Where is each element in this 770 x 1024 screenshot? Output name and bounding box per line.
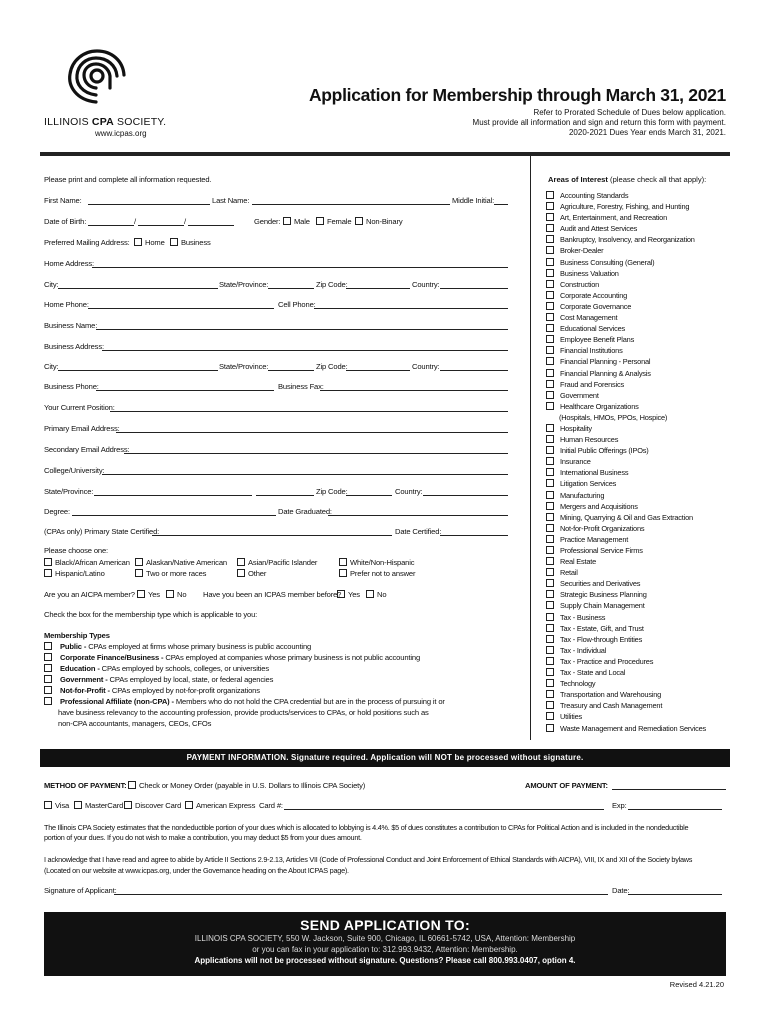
area-item[interactable] bbox=[546, 545, 746, 556]
area-item-label: Securities and Derivatives bbox=[560, 579, 641, 589]
area-item-label: Construction bbox=[560, 279, 600, 289]
ethnicity-white-checkbox[interactable]: White/Non-Hispanic bbox=[339, 558, 414, 568]
business-fax-label: Business Fax: bbox=[278, 382, 324, 391]
area-item[interactable] bbox=[546, 434, 746, 445]
checkbox-icon[interactable] bbox=[546, 213, 554, 221]
area-item[interactable] bbox=[546, 623, 746, 634]
state-label: State/Province: bbox=[219, 362, 269, 371]
checkbox-icon[interactable] bbox=[546, 657, 554, 665]
area-item-label: Tax - State and Local bbox=[560, 668, 626, 678]
area-item-label: Agriculture, Forestry, Fishing, and Hunting bbox=[560, 202, 690, 212]
checkbox-icon[interactable] bbox=[546, 369, 554, 377]
checkbox-icon[interactable] bbox=[546, 424, 554, 432]
business-address-field[interactable] bbox=[102, 350, 508, 351]
revision-date: Revised 4.21.20 bbox=[669, 980, 724, 989]
subtitle-line-1: Refer to Prorated Schedule of Dues below application. bbox=[533, 108, 726, 117]
preferred-mailing-label: Preferred Mailing Address: bbox=[44, 238, 130, 247]
home-state-field[interactable] bbox=[268, 288, 314, 289]
primary-email-field[interactable] bbox=[116, 432, 508, 433]
area-item-label: Tax - Individual bbox=[560, 645, 607, 655]
checkbox-icon[interactable] bbox=[546, 502, 554, 510]
area-item-label: Manufacturing bbox=[560, 490, 605, 500]
area-item-label: Waste Management and Remediation Services bbox=[560, 723, 706, 733]
cell-phone-label: Cell Phone: bbox=[278, 300, 316, 309]
degree-label: Degree: bbox=[44, 507, 70, 516]
area-item[interactable] bbox=[546, 257, 746, 268]
area-item[interactable] bbox=[546, 723, 746, 734]
org-website: www.icpas.org bbox=[95, 129, 147, 138]
area-item[interactable] bbox=[546, 445, 746, 456]
gender-male-checkbox[interactable]: Male bbox=[283, 217, 310, 227]
area-item-label: Art, Entertainment, and Recreation bbox=[560, 213, 667, 223]
affiliate-desc-line-3: non-CPA accountants, managers, CEOs, CFOs bbox=[58, 719, 212, 728]
card-number-label: Card #: bbox=[259, 801, 283, 810]
gender-label: Gender: bbox=[254, 217, 281, 226]
checkbox-icon[interactable] bbox=[546, 724, 554, 732]
checkbox-icon[interactable] bbox=[546, 191, 554, 199]
membership-nfp-checkbox[interactable]: Not-for-Profit - CPAs employed by not-for-profit organizations bbox=[44, 686, 260, 696]
position-field[interactable] bbox=[110, 411, 508, 412]
area-item[interactable] bbox=[546, 290, 746, 301]
checkbox-icon[interactable] bbox=[546, 679, 554, 687]
checkbox-icon[interactable] bbox=[546, 535, 554, 543]
card-number-field[interactable] bbox=[284, 809, 604, 810]
area-item-label: International Business bbox=[560, 468, 629, 478]
area-item[interactable] bbox=[546, 467, 746, 478]
area-item[interactable] bbox=[546, 279, 746, 290]
business-fax-field[interactable] bbox=[320, 390, 508, 391]
checkbox-icon[interactable] bbox=[546, 712, 554, 720]
visa-checkbox[interactable]: Visa bbox=[44, 801, 69, 811]
checkbox-icon[interactable] bbox=[546, 202, 554, 210]
ethnicity-other-checkbox[interactable]: Other bbox=[237, 569, 266, 579]
fax-info: or you can fax in your application to: 312.993.9432, Attention: Membership. bbox=[252, 945, 518, 954]
college-field[interactable] bbox=[102, 474, 508, 475]
mailing-address: ILLINOIS CPA SOCIETY, 550 W. Jackson, Suite 900, Chicago, IL 60661-5742, USA, Attention: Membership bbox=[194, 934, 576, 943]
icpas-logo bbox=[66, 48, 130, 106]
area-item-label: Fraud and Forensics bbox=[560, 379, 624, 389]
position-label: Your Current Position: bbox=[44, 403, 115, 412]
checkbox-icon[interactable] bbox=[546, 546, 554, 554]
last-name-label: Last Name: bbox=[212, 196, 250, 205]
checkbox-icon[interactable] bbox=[546, 435, 554, 443]
secondary-email-label: Secondary Email Address: bbox=[44, 445, 130, 454]
date-certified-label: Date Certified: bbox=[395, 527, 442, 536]
area-item-label: Human Resources bbox=[560, 435, 619, 445]
business-phone-field[interactable] bbox=[96, 390, 274, 391]
area-item-label: Litigation Services bbox=[560, 479, 617, 489]
checkbox-icon[interactable] bbox=[546, 479, 554, 487]
checkbox-icon[interactable] bbox=[546, 402, 554, 410]
college-state-label: State/Province: bbox=[44, 487, 94, 496]
area-item[interactable] bbox=[546, 656, 746, 667]
method-of-payment-label: METHOD OF PAYMENT: bbox=[44, 781, 127, 790]
expiration-field[interactable] bbox=[628, 809, 722, 810]
home-country-field[interactable] bbox=[440, 288, 508, 289]
home-city-field[interactable] bbox=[58, 288, 218, 289]
home-address-field[interactable] bbox=[92, 267, 508, 268]
area-item-label: Financial Planning & Analysis bbox=[560, 368, 651, 378]
checkbox-icon[interactable] bbox=[546, 302, 554, 310]
membership-public-checkbox[interactable]: Public - CPAs employed at firms whose primary business is public accounting bbox=[44, 642, 311, 652]
area-item-label: (Hospitals, HMOs, PPOs, Hospice) bbox=[559, 412, 668, 422]
mailing-business-checkbox[interactable]: Business bbox=[170, 238, 211, 248]
checkbox-icon[interactable] bbox=[546, 601, 554, 609]
date-certified-field[interactable] bbox=[440, 535, 508, 536]
membership-corporate-checkbox[interactable]: Corporate Finance/Business - CPAs employed at companies whose primary business is not public accounting bbox=[44, 653, 420, 663]
icpas-no-checkbox[interactable]: No bbox=[366, 590, 386, 600]
middle-initial-label: Middle Initial: bbox=[452, 196, 495, 205]
lobbying-notice-line-2: portion of your dues. If you do not wish to make a contribution, you may deduct $5 from your dues amount. bbox=[44, 833, 362, 842]
area-item[interactable] bbox=[546, 667, 746, 678]
zip-label: Zip Code: bbox=[316, 487, 348, 496]
country-label: Country: bbox=[412, 362, 440, 371]
checkbox-icon[interactable] bbox=[546, 513, 554, 521]
dob-slash: / bbox=[184, 217, 186, 226]
area-item-label: Cost Management bbox=[560, 313, 618, 323]
icpas-question: Have you been an ICPAS member before? bbox=[203, 590, 342, 599]
checkbox-icon[interactable] bbox=[546, 624, 554, 632]
checkbox-icon[interactable] bbox=[546, 491, 554, 499]
area-item-label: Retail bbox=[560, 568, 578, 578]
mastercard-checkbox[interactable]: MasterCard bbox=[74, 801, 123, 811]
area-item[interactable] bbox=[546, 534, 746, 545]
checkbox-icon[interactable] bbox=[546, 246, 554, 254]
area-item-label: Broker-Dealer bbox=[560, 246, 604, 256]
area-item-label: Corporate Governance bbox=[560, 301, 632, 311]
business-zip-field[interactable] bbox=[346, 370, 410, 371]
form-title: Application for Membership through March 31, 2021 bbox=[308, 85, 726, 105]
zip-label: Zip Code: bbox=[316, 280, 348, 289]
area-item[interactable] bbox=[546, 268, 746, 279]
checkbox-icon[interactable] bbox=[546, 524, 554, 532]
area-item-label: Technology bbox=[560, 679, 596, 689]
first-name-label: First Name: bbox=[44, 196, 82, 205]
areas-of-interest-title: Areas of Interest (please check all that apply): bbox=[548, 175, 707, 184]
area-item[interactable] bbox=[546, 711, 746, 722]
dob-slash: / bbox=[134, 217, 136, 226]
country-label: Country: bbox=[395, 487, 423, 496]
signature-label: Signature of Applicant: bbox=[44, 886, 117, 895]
signature-date-field[interactable] bbox=[628, 894, 722, 895]
area-item-label: Financial Institutions bbox=[560, 346, 623, 356]
acknowledgement-line-1: I acknowledge that I have read and agree to abide by Article II Sections 2.9-2.13, Articles VII (Code of Professional Conduct and Joint Enforcement of Ethical Standards with AICPA), VIII, IX and XII of the Society bylaws bbox=[44, 855, 693, 864]
mailing-home-checkbox[interactable]: Home bbox=[134, 238, 165, 248]
area-item-label: Employee Benefit Plans bbox=[560, 335, 635, 345]
org-name: ILLINOIS CPA SOCIETY. bbox=[44, 116, 167, 128]
area-item[interactable] bbox=[546, 356, 746, 367]
checkbox-icon[interactable] bbox=[546, 380, 554, 388]
aicpa-yes-checkbox[interactable]: Yes bbox=[137, 590, 160, 600]
check-money-order-checkbox[interactable]: Check or Money Order (payable in U.S. Dollars to Illinois CPA Society) bbox=[128, 781, 365, 791]
area-item-label: Supply Chain Management bbox=[560, 601, 645, 611]
area-item[interactable] bbox=[546, 612, 746, 623]
checkbox-icon[interactable] bbox=[546, 668, 554, 676]
business-name-field[interactable] bbox=[96, 329, 508, 330]
checkbox-icon[interactable] bbox=[546, 258, 554, 266]
payment-info-bar: PAYMENT INFORMATION. Signature required. Application will NOT be processed without signature. bbox=[40, 749, 730, 767]
business-country-field[interactable] bbox=[440, 370, 508, 371]
business-city-field[interactable] bbox=[58, 370, 218, 371]
area-item[interactable] bbox=[546, 512, 746, 523]
membership-instructions: Check the box for the membership type which is applicable to you: bbox=[44, 610, 258, 619]
area-item-label: Practice Management bbox=[560, 534, 629, 544]
college-country-field[interactable] bbox=[423, 495, 508, 496]
area-item-label: Not-for-Profit Organizations bbox=[560, 523, 645, 533]
area-item-label: Strategic Business Planning bbox=[560, 590, 647, 600]
city-label: City: bbox=[44, 280, 59, 289]
area-item[interactable] bbox=[546, 345, 746, 356]
area-item-note bbox=[546, 412, 746, 423]
area-item[interactable] bbox=[546, 401, 746, 412]
area-item[interactable] bbox=[546, 600, 746, 611]
business-phone-label: Business Phone: bbox=[44, 382, 99, 391]
lobbying-notice-line-1: The Illinois CPA Society estimates that the nondeductible portion of your dues which is allocated to lobbying is 4.4%. $5 of dues constitutes a contribution to CPAs for Political Action and is included in the nondeductible bbox=[44, 823, 689, 832]
date-graduated-field[interactable] bbox=[328, 515, 508, 516]
area-item-label: Business Consulting (General) bbox=[560, 257, 655, 267]
checkbox-icon[interactable] bbox=[546, 324, 554, 332]
home-zip-field[interactable] bbox=[346, 288, 410, 289]
area-item[interactable] bbox=[546, 556, 746, 567]
area-item[interactable] bbox=[546, 312, 746, 323]
checkbox-icon[interactable] bbox=[546, 579, 554, 587]
signature-date-label: Date: bbox=[612, 886, 630, 895]
cell-phone-field[interactable] bbox=[314, 308, 508, 309]
area-item[interactable] bbox=[546, 245, 746, 256]
area-item[interactable] bbox=[546, 700, 746, 711]
checkbox-icon[interactable] bbox=[546, 446, 554, 454]
area-item[interactable] bbox=[546, 645, 746, 656]
area-item[interactable] bbox=[546, 223, 746, 234]
area-item[interactable] bbox=[546, 523, 746, 534]
home-phone-label: Home Phone: bbox=[44, 300, 89, 309]
primary-email-label: Primary Email Address: bbox=[44, 424, 120, 433]
college-city-field[interactable] bbox=[256, 495, 314, 496]
area-item[interactable] bbox=[546, 423, 746, 434]
gender-nonbinary-checkbox[interactable]: Non-Binary bbox=[355, 217, 402, 227]
column-divider bbox=[530, 152, 531, 740]
area-item-label: Treasury and Cash Management bbox=[560, 701, 663, 711]
business-state-field[interactable] bbox=[268, 370, 314, 371]
college-label: College/University: bbox=[44, 466, 105, 475]
area-item[interactable] bbox=[546, 478, 746, 489]
ethnicity-two-or-more-checkbox[interactable]: Two or more races bbox=[135, 569, 206, 579]
amount-of-payment-label: AMOUNT OF PAYMENT: bbox=[525, 781, 608, 790]
area-item[interactable] bbox=[546, 323, 746, 334]
secondary-email-field[interactable] bbox=[124, 453, 508, 454]
area-item-label: Insurance bbox=[560, 457, 591, 467]
area-item-label: Accounting Standards bbox=[560, 191, 629, 200]
area-item[interactable] bbox=[546, 390, 746, 401]
choose-one-label: Please choose one: bbox=[44, 546, 109, 555]
expiration-label: Exp: bbox=[612, 801, 627, 810]
area-item-label: Real Estate bbox=[560, 557, 597, 567]
city-label: City: bbox=[44, 362, 59, 371]
checkbox-icon[interactable] bbox=[546, 635, 554, 643]
ethnicity-asian-checkbox[interactable]: Asian/Pacific Islander bbox=[237, 558, 317, 568]
area-item-label: Business Valuation bbox=[560, 268, 619, 278]
aicpa-question: Are you an AICPA member? bbox=[44, 590, 135, 599]
business-name-label: Business Name: bbox=[44, 321, 98, 330]
area-item-label: Government bbox=[560, 390, 599, 400]
area-item-label: Transportation and Warehousing bbox=[560, 690, 662, 700]
discover-checkbox[interactable]: Discover Card bbox=[124, 801, 181, 811]
ethnicity-black-checkbox[interactable]: Black/African American bbox=[44, 558, 130, 568]
home-address-label: Home Address: bbox=[44, 259, 94, 268]
affiliate-desc-line-2: have business relevancy to the accounting profession, provide products/services to CPAs, or hold positions such as bbox=[58, 708, 429, 717]
checkbox-icon[interactable] bbox=[546, 457, 554, 465]
checkbox-icon[interactable] bbox=[546, 646, 554, 654]
college-zip-field[interactable] bbox=[346, 495, 392, 496]
area-item[interactable] bbox=[546, 301, 746, 312]
area-item-label: Corporate Accounting bbox=[560, 290, 628, 300]
dob-year-field[interactable] bbox=[188, 225, 234, 226]
area-item[interactable] bbox=[546, 190, 746, 201]
area-item[interactable] bbox=[546, 689, 746, 700]
membership-education-checkbox[interactable]: Education - CPAs employed by schools, colleges, or universities bbox=[44, 664, 269, 674]
area-item-label: Tax - Practice and Procedures bbox=[560, 656, 654, 666]
checkbox-icon[interactable] bbox=[546, 235, 554, 243]
amex-checkbox[interactable]: American Express bbox=[185, 801, 255, 811]
area-item[interactable] bbox=[546, 678, 746, 689]
checkbox-icon[interactable] bbox=[546, 468, 554, 476]
area-item-label: Audit and Attest Services bbox=[560, 224, 638, 234]
dob-month-field[interactable] bbox=[88, 225, 134, 226]
checkbox-icon[interactable] bbox=[546, 346, 554, 354]
amount-of-payment-field[interactable] bbox=[612, 789, 726, 790]
area-item-label: Tax - Estate, Gift, and Trust bbox=[560, 623, 644, 633]
checkbox-icon[interactable] bbox=[546, 613, 554, 621]
middle-initial-field[interactable] bbox=[494, 204, 508, 205]
date-graduated-label: Date Graduated: bbox=[278, 507, 332, 516]
area-item[interactable] bbox=[546, 501, 746, 512]
membership-types-heading: Membership Types bbox=[44, 631, 110, 640]
area-item-label: Healthcare Organizations bbox=[560, 401, 639, 411]
area-item[interactable] bbox=[546, 212, 746, 223]
checkbox-icon[interactable] bbox=[546, 690, 554, 698]
area-item[interactable] bbox=[546, 368, 746, 379]
college-state-field[interactable] bbox=[94, 495, 252, 496]
last-name-field[interactable] bbox=[252, 204, 450, 205]
area-item[interactable] bbox=[546, 567, 746, 578]
icpas-yes-checkbox[interactable]: Yes bbox=[337, 590, 360, 600]
checkbox-icon[interactable] bbox=[546, 291, 554, 299]
checkbox-icon[interactable] bbox=[546, 701, 554, 709]
area-item-label: Tax - Flow-through Entities bbox=[560, 634, 643, 644]
form-intro: Please print and complete all information requested. bbox=[44, 175, 212, 184]
area-item-label: Initial Public Offerings (IPOs) bbox=[560, 446, 649, 456]
checkbox-icon[interactable] bbox=[546, 313, 554, 321]
area-item[interactable] bbox=[546, 578, 746, 589]
ethnicity-prefer-not-checkbox[interactable]: Prefer not to answer bbox=[339, 569, 415, 579]
area-item-label: Mining, Quarrying & Oil and Gas Extraction bbox=[560, 512, 693, 522]
ethnicity-alaskan-checkbox[interactable]: Alaskan/Native American bbox=[135, 558, 227, 568]
checkbox-icon[interactable] bbox=[546, 280, 554, 288]
area-item[interactable] bbox=[546, 490, 746, 501]
ethnicity-hispanic-checkbox[interactable]: Hispanic/Latino bbox=[44, 569, 105, 579]
checkbox-icon[interactable] bbox=[546, 568, 554, 576]
header-divider bbox=[40, 152, 730, 156]
checkbox-icon[interactable] bbox=[546, 269, 554, 277]
checkbox-icon[interactable] bbox=[546, 590, 554, 598]
membership-affiliate-checkbox[interactable]: Professional Affiliate (non-CPA) - Members who do not hold the CPA credential but are in the process of pursuing it or bbox=[44, 697, 445, 707]
area-item[interactable] bbox=[546, 234, 746, 245]
area-item-label: Tax - Business bbox=[560, 612, 606, 622]
send-application-title: SEND APPLICATION TO: bbox=[300, 917, 470, 933]
area-item-label: Bankruptcy, Insolvency, and Reorganization bbox=[560, 235, 695, 245]
dob-label: Date of Birth: bbox=[44, 217, 87, 226]
checkbox-icon[interactable] bbox=[546, 357, 554, 365]
area-item-label: Mergers and Acquisitions bbox=[560, 501, 638, 511]
area-item[interactable] bbox=[546, 201, 746, 212]
send-application-box bbox=[44, 912, 726, 976]
country-label: Country: bbox=[412, 280, 440, 289]
dob-day-field[interactable] bbox=[138, 225, 184, 226]
home-phone-field[interactable] bbox=[88, 308, 274, 309]
subtitle-line-3: 2020-2021 Dues Year ends March 31, 2021. bbox=[568, 128, 726, 137]
areas-of-interest-list bbox=[546, 190, 746, 734]
aicpa-no-checkbox[interactable]: No bbox=[166, 590, 186, 600]
degree-field[interactable] bbox=[72, 515, 276, 516]
acknowledgement-line-2: (Located on our website at www.icpas.org, under the Governance heading on the About ICPAS page). bbox=[44, 866, 349, 875]
area-item-label: Educational Services bbox=[560, 324, 626, 334]
area-item[interactable] bbox=[546, 589, 746, 600]
checkbox-icon[interactable] bbox=[546, 557, 554, 565]
area-item-label: Professional Service Firms bbox=[560, 546, 643, 555]
area-item-label: Hospitality bbox=[560, 423, 592, 433]
checkbox-icon[interactable] bbox=[546, 224, 554, 232]
zip-label: Zip Code: bbox=[316, 362, 348, 371]
membership-government-checkbox[interactable]: Government - CPAs employed by local, state, or federal agencies bbox=[44, 675, 273, 685]
first-name-field[interactable] bbox=[88, 204, 210, 205]
checkbox-icon[interactable] bbox=[546, 391, 554, 399]
signature-field[interactable] bbox=[114, 894, 608, 895]
questions-info: Applications will not be processed without signature. Questions? Please call 800.993.0407, option 4. bbox=[194, 956, 576, 965]
subtitle-line-2: Must provide all information and sign and return this form with payment. bbox=[472, 118, 726, 127]
area-item[interactable] bbox=[546, 634, 746, 645]
primary-state-label: (CPAs only) Primary State Certified: bbox=[44, 527, 160, 536]
primary-state-field[interactable] bbox=[152, 535, 392, 536]
area-item[interactable] bbox=[546, 334, 746, 345]
checkbox-icon[interactable] bbox=[546, 335, 554, 343]
business-address-label: Business Address: bbox=[44, 342, 104, 351]
area-item-label: Utilities bbox=[560, 712, 583, 722]
area-item[interactable] bbox=[546, 456, 746, 467]
area-item-label: Financial Planning - Personal bbox=[560, 357, 651, 367]
area-item[interactable] bbox=[546, 379, 746, 390]
gender-female-checkbox[interactable]: Female bbox=[316, 217, 351, 227]
state-label: State/Province: bbox=[219, 280, 269, 289]
